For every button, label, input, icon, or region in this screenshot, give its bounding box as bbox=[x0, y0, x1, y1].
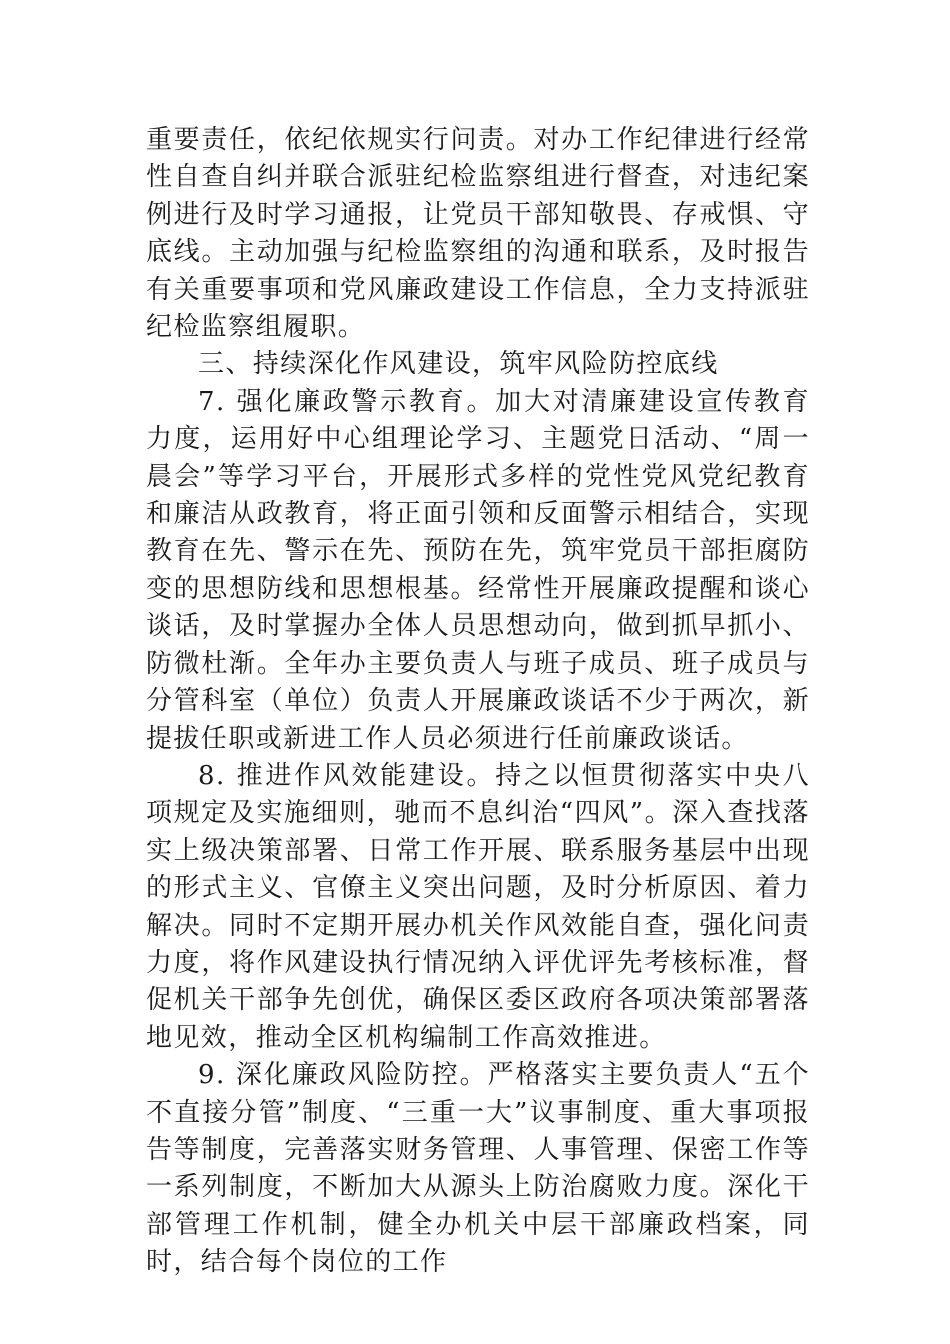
paragraph-item-9: 9. 深化廉政风险防控。严格落实主要负责人“五个不直接分管”制度、“三重一大”议事制度、重大事项报告等制度，完善落实财务管理、人事管理、保密工作等一系列制度，不断加大从源头上防治腐败力度。深化干部管理工作机制，健全办机关中层干部廉政档案，同时，结合每个岗位的工作 bbox=[146, 1060, 810, 1278]
paragraph-item-7: 7. 强化廉政警示教育。加大对清廉建设宣传教育力度，运用好中心组理论学习、主题党日活动、“周一晨会”等学习平台，开展形式多样的党性党风党纪教育和廉洁从政教育，将正面引领和反面警示相结合，实现教育在先、警示在先、预防在先，筑牢党员干部拒腐防变的思想防线和思想根基。经常性开展廉政提醒和谈心谈话，及时掌握办全体人员思想动向，做到抓早抓小、防微杜渐。全年办主要负责人与班子成员、班子成员与分管科室（单位）负责人开展廉政谈话不少于两次，新提拔任职或新进工作人员必须进行任前廉政谈话。 bbox=[146, 386, 810, 754]
section-heading: 三、持续深化作风建设，筑牢风险防控底线 bbox=[198, 349, 719, 380]
document-page bbox=[146, 122, 810, 1282]
paragraph-item-8: 8. 推进作风效能建设。持之以恒贯彻落实中央八项规定及实施细则，驰而不息纠治“四风”。深入查找落实上级决策部署、日常工作开展、联系服务基层中出现的形式主义、官僚主义突出问题，及时分析原因、着力解决。同时不定期开展办机关作风效能自查，强化问责力度，将作风建设执行情况纳入评优评先考核标准，督促机关干部争先创优，确保区委区政府各项决策部署落地见效，推动全区机构编制工作高效推进。 bbox=[146, 760, 810, 1053]
paragraph-continuation: 重要责任，依纪依规实行问责。对办工作纪律进行经常性自查自纠并联合派驻纪检监察组进行督查，对违纪案例进行及时学习通报，让党员干部知敬畏、存戒惧、守底线。主动加强与纪检监察组的沟通和联系，及时报告有关重要事项和党风廉政建设工作信息，全力支持派驻纪检监察组履职。 bbox=[146, 125, 810, 343]
